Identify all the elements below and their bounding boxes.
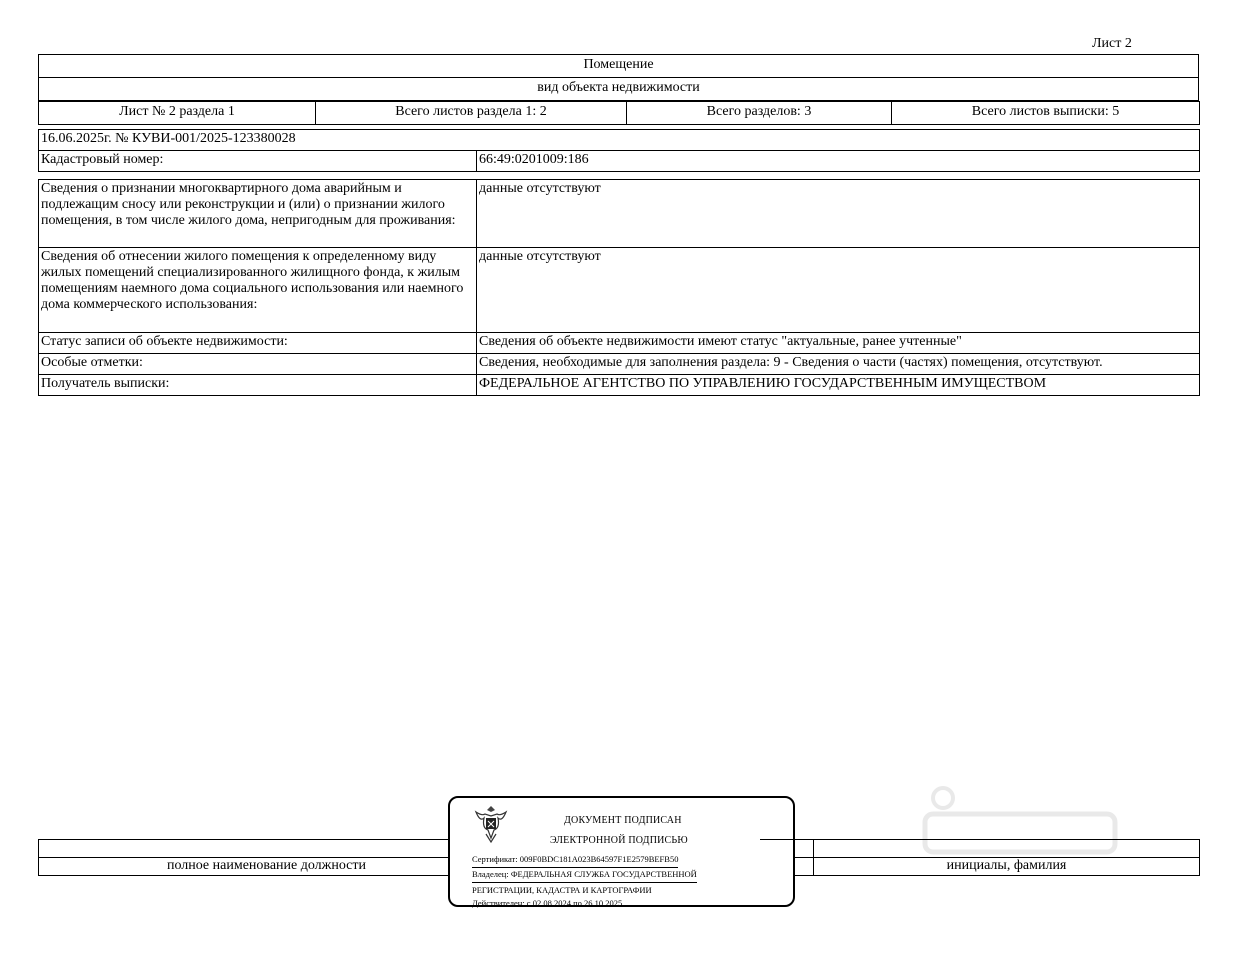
stamp-certificate: Сертификат: 009F0BDC181A023B64597F1E2579BEFB50: [472, 851, 678, 868]
cadastral-number-value: 66:49:0201009:186: [477, 151, 1200, 172]
table-row: [39, 333, 1200, 354]
record-status-value: Сведения об объекте недвижимости имеют статус "актуальные, ранее учтенные": [477, 333, 1200, 354]
object-type-title: Помещение: [39, 55, 1199, 78]
stamp-title-line1: ДОКУМЕНТ ПОДПИСАН: [564, 815, 682, 826]
special-notes-value: Сведения, необходимые для заполнения раздела: 9 - Сведения о части (частях) помещения, отсутствуют.: [477, 354, 1200, 375]
sheet-number: Лист 2: [1092, 36, 1132, 51]
object-type-caption: вид объекта недвижимости: [39, 78, 1199, 101]
recipient-value: ФЕДЕРАЛЬНОЕ АГЕНТСТВО ПО УПРАВЛЕНИЮ ГОСУДАРСТВЕННЫМ ИМУЩЕСТВОМ: [477, 375, 1200, 396]
stamp-owner-line1: Владелец: ФЕДЕРАЛЬНАЯ СЛУЖБА ГОСУДАРСТВЕННОЙ: [472, 866, 697, 883]
table-row: [39, 375, 1200, 396]
table-row: [39, 354, 1200, 375]
emergency-housing-value: данные отсутствуют: [477, 180, 1200, 248]
details-table: [38, 179, 1200, 396]
cadastral-number-label: Кадастровый номер:: [39, 151, 477, 172]
table-row: [39, 248, 1200, 333]
extract-date-number: 16.06.2025г. № КУВИ-001/2025-123380028: [39, 130, 1200, 151]
total-sections: Всего разделов: 3: [627, 102, 892, 125]
coat-of-arms-icon: [470, 802, 512, 844]
stamp-title-line2: ЭЛЕКТРОННОЙ ПОДПИСЬЮ: [550, 835, 688, 846]
electronic-signature-stamp: [448, 796, 795, 907]
total-sheets-section: Всего листов раздела 1: 2: [316, 102, 627, 125]
object-header-table: [38, 54, 1199, 101]
extract-number-table: [38, 129, 1200, 172]
stamp-owner-line2: РЕГИСТРАЦИИ, КАДАСТРА И КАРТОГРАФИИ: [472, 885, 652, 895]
total-sheets-extract: Всего листов выписки: 5: [892, 102, 1200, 125]
sheets-info-table: [38, 101, 1200, 125]
table-row: [39, 180, 1200, 248]
emergency-housing-label: Сведения о признании многоквартирного дома аварийным и подлежащим сносу или реконструкции и (или) о признании жилого помещения, в том числе жилого дома, непригодным для проживания:: [39, 180, 477, 248]
name-caption: инициалы, фамилия: [814, 858, 1200, 876]
stamp-divider: [760, 839, 800, 840]
special-notes-label: Особые отметки:: [39, 354, 477, 375]
record-status-label: Статус записи об объекте недвижимости:: [39, 333, 477, 354]
recipient-label: Получатель выписки:: [39, 375, 477, 396]
sheet-of-section: Лист № 2 раздела 1: [39, 102, 316, 125]
specialized-housing-value: данные отсутствуют: [477, 248, 1200, 333]
stamp-validity: Действителен: с 02.08.2024 по 26.10.2025: [472, 898, 623, 908]
position-caption: полное наименование должности: [39, 858, 495, 876]
name-field: [814, 840, 1200, 858]
position-field: [39, 840, 495, 858]
specialized-housing-label: Сведения об отнесении жилого помещения к определенному виду жилых помещений специализированного жилищного фонда, к жилым помещениям наемного дома социального использования или наемного дома коммерческого использования:: [39, 248, 477, 333]
